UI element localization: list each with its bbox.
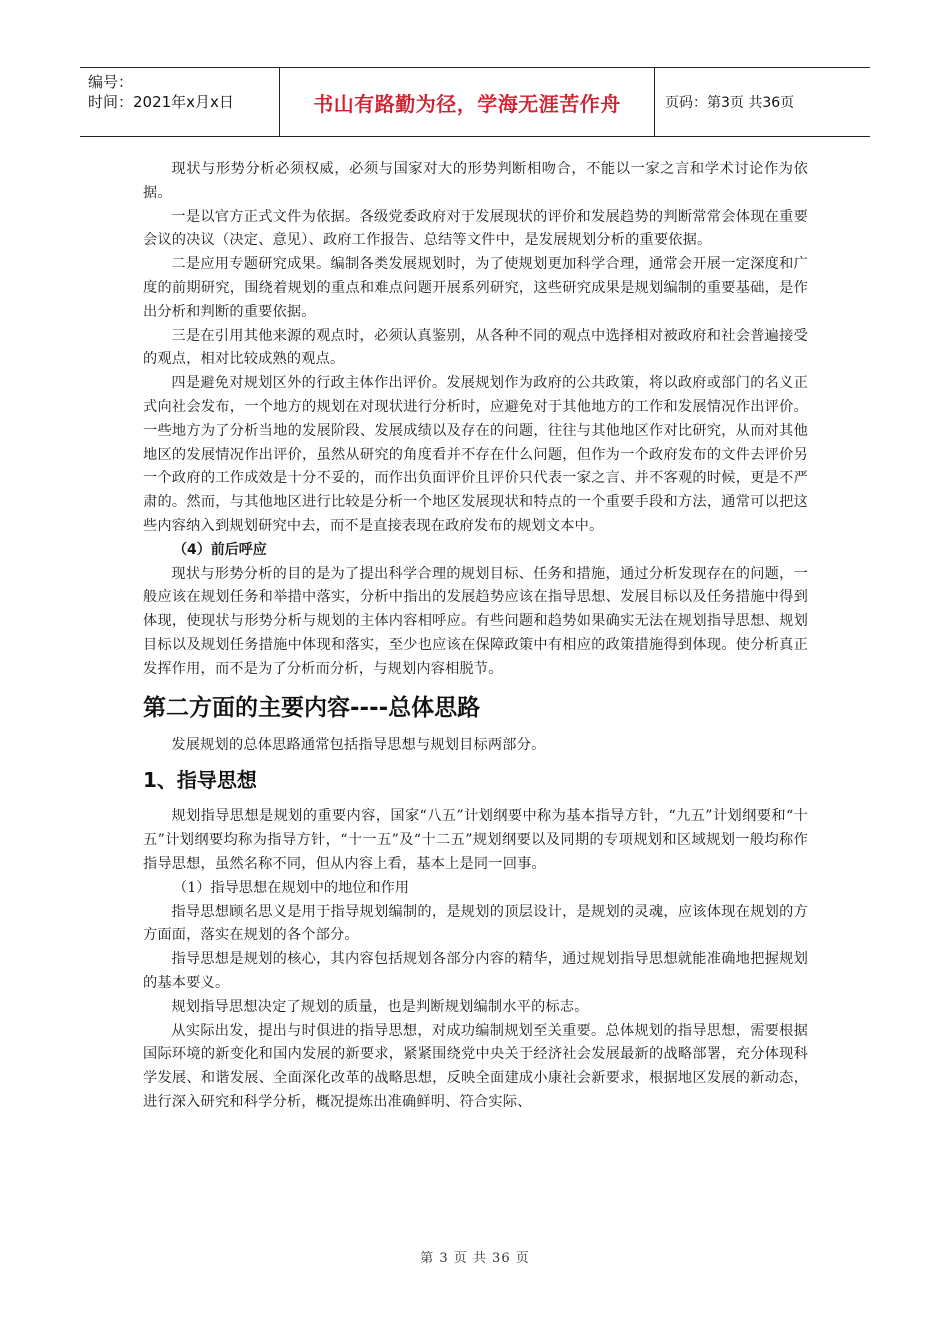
section-heading: 第二方面的主要内容----总体思路 [143,694,481,721]
subsection-heading: 1、指导思想 [143,768,257,793]
paragraph: 指导思想是规划的核心，其内容包括规划各部分内容的精华，通过规划指导思想就能准确地把握规划的基本要义。 [143,951,808,991]
document-body [143,158,808,1115]
page-footer: 第 3 页 共 36 页 [420,1251,530,1266]
subsection-title: （4）前后呼应 [173,541,267,558]
paragraph: 一是以官方正式文件为依据。各级党委政府对于发展现状的评价和发展趋势的判断常常会体现在重要会议的决议（决定、意见）、政府工作报告、总结等文件中，是发展规划分析的重要依据。 [143,208,808,249]
paragraph: 规划指导思想决定了规划的质量，也是判断规划编制水平的标志。 [171,998,589,1015]
header-meta [80,68,280,136]
header-page-info: 页码：第3页 共36页 [665,95,795,111]
document-header [80,67,870,137]
paragraph: 现状与形势分析的目的是为了提出科学合理的规划目标、任务和措施，通过分析发现存在的问题，一般应该在规划任务和举措中落实，分析中指出的发展趋势应该在指导思想、发展目标以及任务措施中得到体现，使现状与形势分析与规划的主体内容相呼应。有些问题和趋势如果确实无法在规划指导思想、规划目标以及规划任务措施中体现和落实，至少也应该在保障政策中有相应的政策措施得到体现。使分析真正发挥作用，而不是为了分析而分析，与规划内容相脱节。 [143,565,808,677]
paragraph: 四是避免对规划区外的行政主体作出评价。发展规划作为政府的公共政策，将以政府或部门的名义正式向社会发布，一个地方的规划在对现状进行分析时，应避免对于其他地方的工作和发展情况作出评价。一些地方为了分析当地的发展阶段、发展成绩以及存在的问题，往往与其他地区作对比研究，从而对其他地区的发展情况作出评价，虽然从研究的角度看并不存在什么问题，但作为一个政府发布的文件去评价另一个政府的工作成效是十分不妥的，而作出负面评价且评价只代表一家之言、并不客观的时候，更是不严肃的。然而，与其他地区进行比较是分析一个地区发展现状和特点的一个重要手段和方法，通常可以把这些内容纳入到规划研究中去，而不是直接表现在政府发布的规划文本中。 [143,375,808,534]
serial-label: 编号： [88,73,134,91]
paragraph: 三是在引用其他来源的观点时，必须认真鉴别，从各种不同的观点中选择相对被政府和社会普遍接受的观点，相对比较成熟的观点。 [143,327,808,368]
paragraph: 二是应用专题研究成果。编制各类发展规划时，为了使规划更加科学合理，通常会开展一定深度和广度的前期研究，围绕着规划的重点和难点问题开展系列研究，这些研究成果是规划编制的重要基础，是作出分析和判断的重要依据。 [143,256,808,320]
paragraph: 从实际出发，提出与时俱进的指导思想，对成功编制规划至关重要。总体规划的指导思想，需要根据国际环境的新变化和国内发展的新要求，紧紧围绕党中央关于经济社会发展最新的战略部署，充分体现科学发展、和谐发展、全面深化改革的战略思想，反映全面建成小康社会新要求，根据地区发展的新动态，进行深入研究和科学分析，概况提炼出准确鲜明、符合实际、 [143,1022,808,1110]
subsection-title: （1）指导思想在规划中的地位和作用 [173,879,410,896]
paragraph: 指导思想顾名思义是用于指导规划编制的，是规划的顶层设计，是规划的灵魂，应该体现在规划的方方面面，落实在规划的各个部分。 [143,903,808,944]
paragraph: 发展规划的总体思路通常包括指导思想与规划目标两部分。 [171,736,546,753]
paragraph: 规划指导思想是规划的重要内容，国家“八五”计划纲要中称为基本指导方针，“九五”计划纲要和“十五”计划纲要均称为指导方针，“十一五”及“十二五”规划纲要以及同期的专项规划和区域规划一般均称作指导思想，虽然名称不同，但从内容上看，基本上是同一回事。 [143,808,808,872]
paragraph: 现状与形势分析必须权威，必须与国家对大的形势判断相吻合，不能以一家之言和学术讨论作为依据。 [143,161,808,201]
header-motto: 书山有路勤为径，学海无涯苦作舟 [280,68,655,136]
time-label: 时间：2021年x月x日 [88,93,234,111]
